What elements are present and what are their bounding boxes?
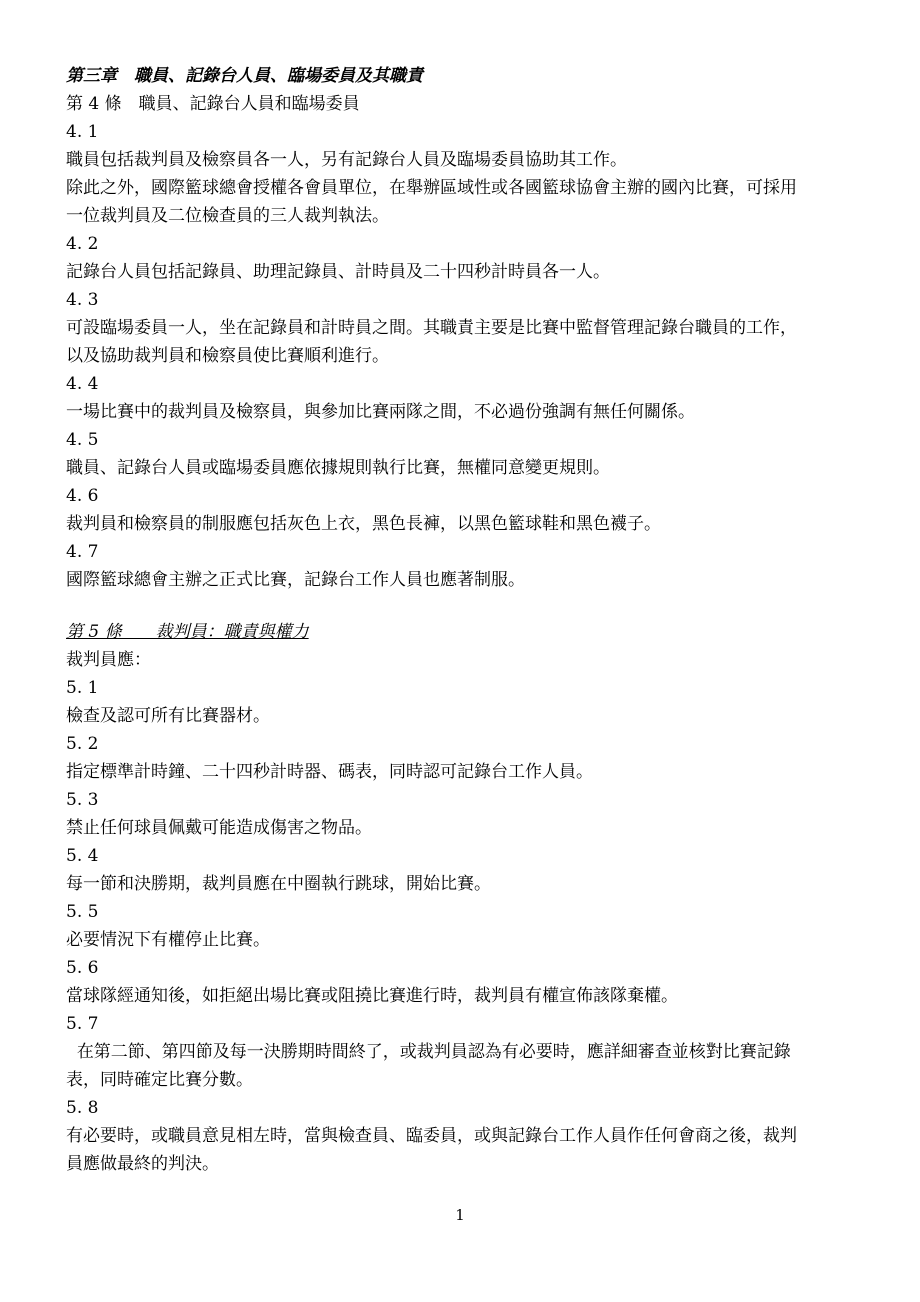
clause-text: 禁止任何球員佩戴可能造成傷害之物品。 <box>66 818 372 838</box>
clause-text: 記錄台人員包括記錄員、助理記錄員、計時員及二十四秒計時員各一人。 <box>66 262 610 282</box>
clause-number: 4. 4 <box>66 374 99 394</box>
clause-text: 必要情況下有權停止比賽。 <box>66 930 270 950</box>
page-number: 1 <box>455 1206 465 1224</box>
clause-text: 一位裁判員及二位檢查員的三人裁判執法。 <box>66 206 389 226</box>
clause-text: 職員、記錄台人員或臨場委員應依據規則執行比賽，無權同意變更規則。 <box>66 458 610 478</box>
clause-text: 表，同時確定比賽分數。 <box>66 1070 253 1090</box>
clause-number: 5. 4 <box>66 846 99 866</box>
clause-number: 4. 5 <box>66 430 99 450</box>
clause-number: 5. 8 <box>66 1098 99 1118</box>
clause-text: 除此之外，國際籃球總會授權各會員單位，在舉辦區域性或各國籃球協會主辦的國內比賽，可採用 <box>66 178 797 198</box>
clause-number: 5. 7 <box>66 1014 99 1034</box>
clause-text: 一場比賽中的裁判員及檢察員，與參加比賽兩隊之間，不必過份強調有無任何關係。 <box>66 402 695 422</box>
clause-text: 檢查及認可所有比賽器材。 <box>66 706 270 726</box>
clause-number: 5. 5 <box>66 902 99 922</box>
clause-number: 4. 1 <box>66 122 99 142</box>
document-page <box>66 62 862 1178</box>
clause-number: 5. 6 <box>66 958 99 978</box>
clause-text: 國際籃球總會主辦之正式比賽，記錄台工作人員也應著制服。 <box>66 570 525 590</box>
clause-number: 5. 1 <box>66 678 99 698</box>
article-4-title: 第 4 條 職員、記錄台人員和臨場委員 <box>66 94 360 114</box>
clause-number: 4. 6 <box>66 486 99 506</box>
clause-text: 指定標準計時鐘、二十四秒計時器、碼表，同時認可記錄台工作人員。 <box>66 762 593 782</box>
clause-number: 4. 7 <box>66 542 99 562</box>
clause-number: 4. 2 <box>66 234 99 254</box>
clause-number: 5. 2 <box>66 734 99 754</box>
clause-text: 以及協助裁判員和檢察員使比賽順利進行。 <box>66 346 389 366</box>
clause-text: 裁判員和檢察員的制服應包括灰色上衣，黑色長褲，以黑色籃球鞋和黑色襪子。 <box>66 514 661 534</box>
clause-text: 每一節和決勝期，裁判員應在中圈執行跳球，開始比賽。 <box>66 874 491 894</box>
clause-number: 5. 3 <box>66 790 99 810</box>
clause-text: 當球隊經通知後，如拒絕出場比賽或阻撓比賽進行時，裁判員有權宣佈該隊棄權。 <box>66 986 678 1006</box>
article-intro: 裁判員應： <box>66 650 151 670</box>
section-gap <box>66 594 862 618</box>
clause-text: 在第二節、第四節及每一決勝期時間終了，或裁判員認為有必要時，應詳細審查並核對比賽記錄 <box>66 1042 791 1062</box>
clause-text: 職員包括裁判員及檢察員各一人，另有記錄台人員及臨場委員協助其工作。 <box>66 150 627 170</box>
article-5-title: 第 5 條 裁判員：職責與權力 <box>66 622 309 642</box>
clause-number: 4. 3 <box>66 290 99 310</box>
clause-text: 有必要時，或職員意見相左時，當與檢查員、臨委員，或與記錄台工作人員作任何會商之後，裁判 <box>66 1126 797 1146</box>
clause-text: 員應做最終的判決。 <box>66 1154 219 1174</box>
chapter-title: 第三章 職員、記錄台人員、臨場委員及其職責 <box>66 66 423 86</box>
clause-text: 可設臨場委員一人，坐在記錄員和計時員之間。其職責主要是比賽中監督管理記錄台職員的工作， <box>66 318 797 338</box>
